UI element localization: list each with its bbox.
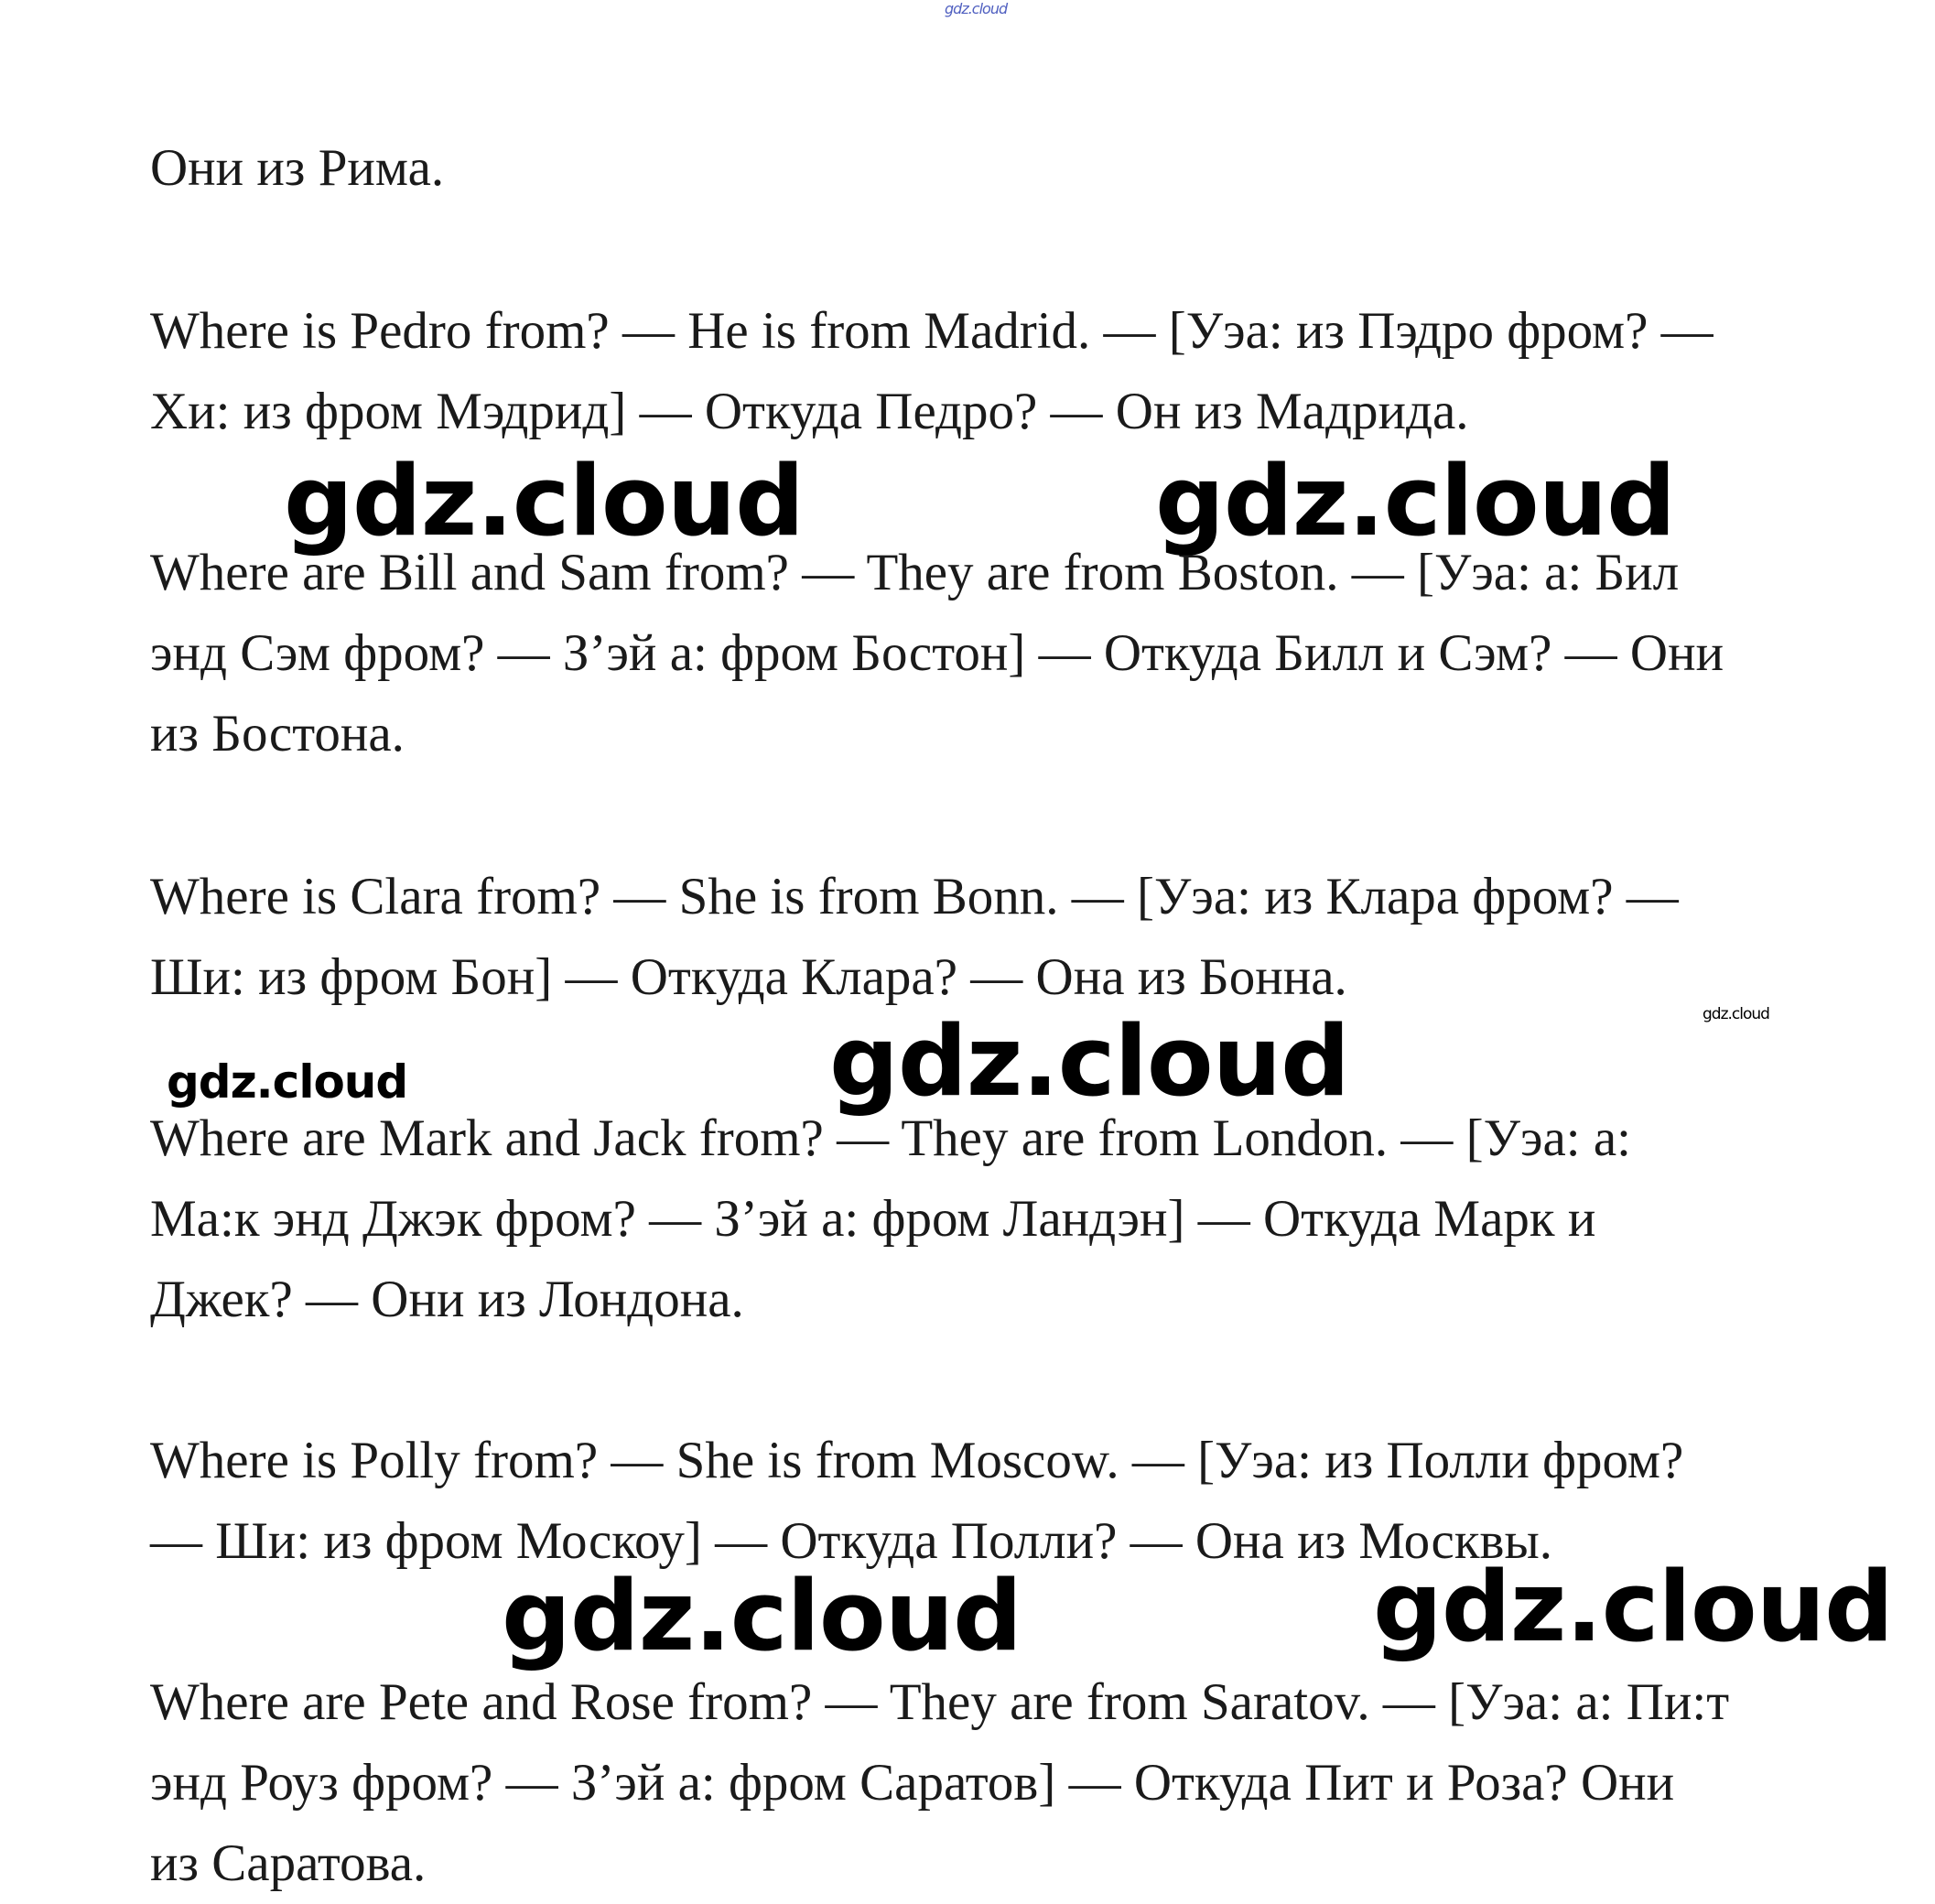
text-line: Ши: из фром Бон] — Откуда Клара? — Она из Бонна. [150,948,1347,1006]
text-line: Они из Рима. [150,139,445,197]
watermark: gdz.cloud [284,445,805,557]
text-line: Where is Pedro from? — He is from Madrid. — [Уэа: из Пэдро фром? — [150,302,1713,360]
paragraph [150,291,1798,452]
watermark: gdz.cloud [502,1560,1022,1672]
watermark: gdz.cloud [1373,1551,1894,1663]
text-line: — Ши: из фром Москоу] — Откуда Полли? — Она из Москвы. [150,1512,1553,1570]
paragraph [150,1098,1798,1340]
paragraph [150,533,1798,774]
text-line: Where are Mark and Jack from? — They are from London. — [Уэа: а: [150,1109,1631,1167]
text-line: Where are Bill and Sam from? — They are from Boston. — [Уэа: а: Бил [150,544,1680,601]
watermark: gdz.cloud [829,1005,1350,1118]
text-line: Where is Clara from? — She is from Bonn. — [Уэа: из Клара фром? — [150,868,1679,925]
text-line: Where is Polly from? — She is from Moscow. — [Уэа: из Полли фром? [150,1432,1684,1489]
watermark-top: gdz.cloud [945,0,1008,17]
watermark: gdz.cloud [167,1055,408,1109]
paragraph [150,128,1798,209]
text-line: энд Роуз фром? — З’эй а: фром Саратов] — Откуда Пит и Роза? Они [150,1754,1675,1812]
watermark-small: gdz.cloud [1703,1005,1769,1023]
paragraph [150,1662,1798,1904]
paragraph [150,857,1798,1018]
text-line: Ма:к энд Джэк фром? — З’эй а: фром Ландэн] — Откуда Марк и [150,1190,1596,1248]
watermark: gdz.cloud [1155,445,1676,557]
text-line: из Бостона. [150,705,405,763]
text-line: Джек? — Они из Лондона. [150,1271,744,1328]
text-line: энд Сэм фром? — З’эй а: фром Бостон] — Откуда Билл и Сэм? — Они [150,624,1724,682]
text-line: Хи: из фром Мэдрид] — Откуда Педро? — Он из Мадрида. [150,383,1469,440]
text-line: Where are Pete and Rose from? — They are from Saratov. — [Уэа: а: Пи:т [150,1673,1730,1731]
text-line: из Саратова. [150,1834,427,1892]
